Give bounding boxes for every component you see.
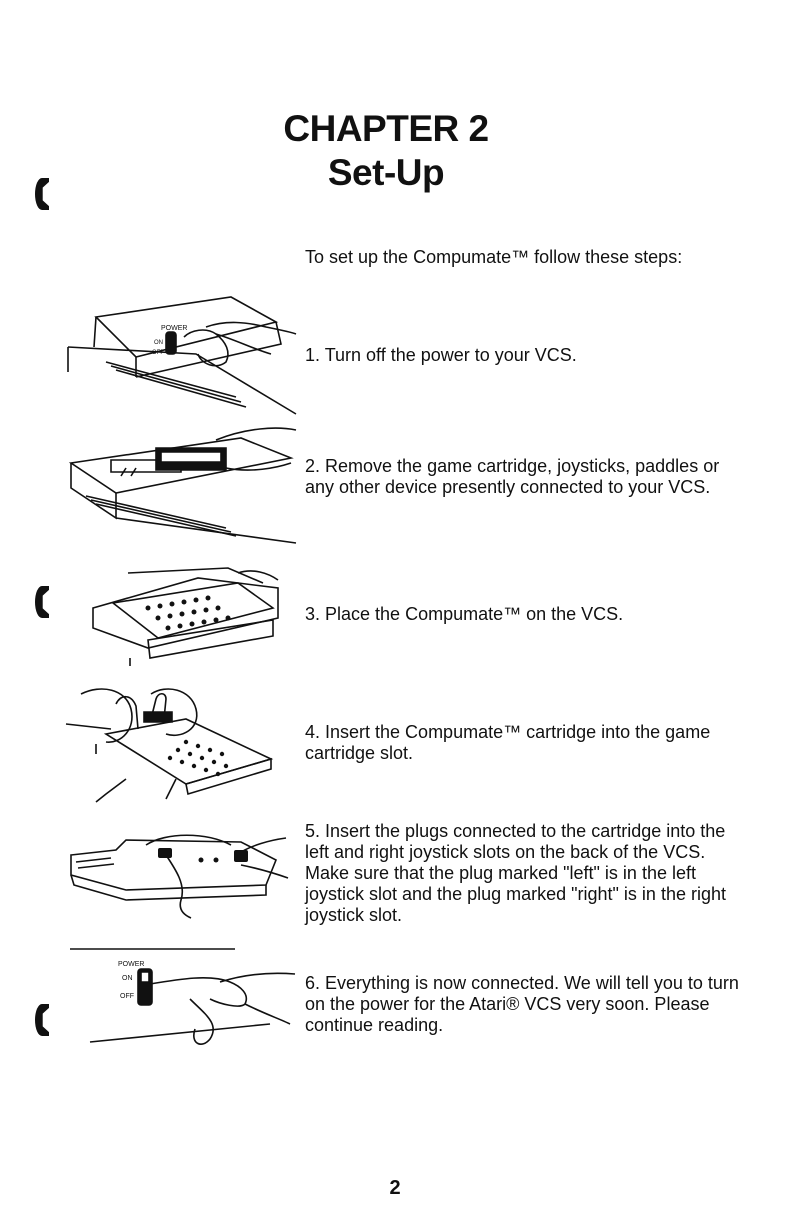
step-3-text: 3. Place the Compumate™ on the VCS.: [305, 604, 624, 624]
binding-hole-mark: [35, 1004, 49, 1036]
intro-text: To set up the Compumate™ follow these steps:: [305, 247, 683, 267]
binding-hole-mark: [35, 586, 49, 618]
on-label: ON: [154, 340, 163, 346]
power-label: POWER: [118, 961, 145, 968]
step-2-text: 2. Remove the game cartridge, joysticks, paddles or any other device presently connected to your VCS.: [305, 456, 720, 497]
remove-cartridge-illustration: [66, 418, 298, 548]
power-label: POWER: [161, 325, 188, 332]
power-switch-illustration: [70, 944, 295, 1054]
insert-cartridge-illustration: [66, 684, 276, 802]
off-label: OFF: [120, 993, 134, 1000]
on-label: ON: [122, 975, 133, 982]
joystick-plugs-illustration: [66, 830, 291, 920]
power-off-illustration: [66, 292, 298, 420]
step-6-text: 6. Everything is now connected. We will tell you to turn on the power for the Atari® VCS very soon. Please continue reading.: [305, 973, 739, 1035]
step-1-text: 1. Turn off the power to your VCS.: [305, 345, 577, 365]
chapter-title: Set-Up: [327, 152, 445, 193]
page-number: 2: [389, 1177, 401, 1199]
chapter-heading: CHAPTER 2: [283, 108, 489, 149]
off-label: OFF: [152, 350, 164, 356]
binding-hole-mark: [35, 178, 49, 210]
step-4-text: 4. Insert the Compumate™ cartridge into the game cartridge slot.: [305, 722, 711, 763]
compumate-on-vcs-illustration: [88, 568, 288, 668]
step-5-text: 5. Insert the plugs connected to the cartridge into the left and right joystick slots on the back of the VCS. Make sure that the plug marked "left" is in the left joystick slot and the plug marked "right" is in the right joystick slot.: [305, 821, 726, 925]
